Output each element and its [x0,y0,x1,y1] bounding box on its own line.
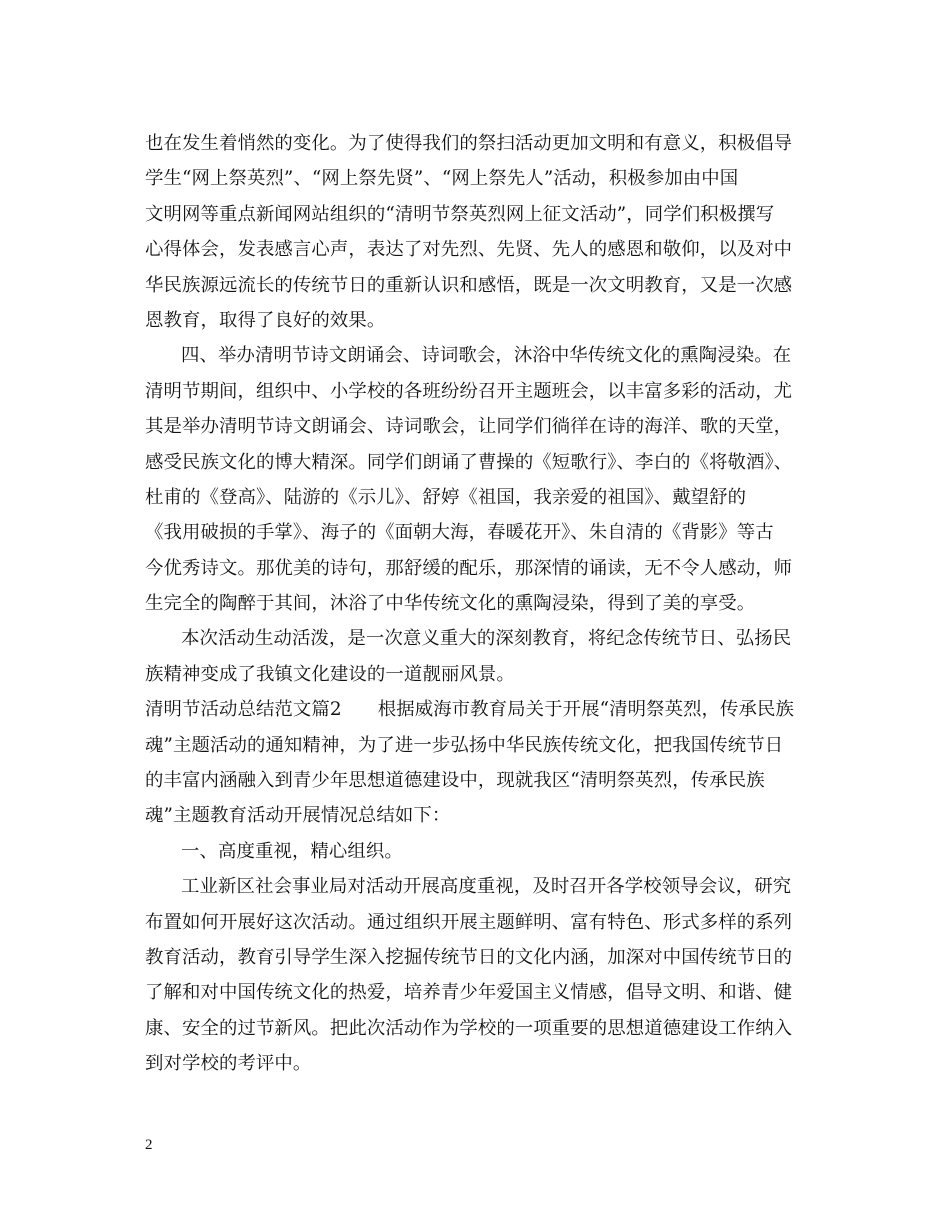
paragraph-start-line: 四、举办清明节诗文朗诵会、诗词歌会，沐浴中华传统文化的熏陶浸染。在 [181,345,792,367]
section-heading-line [145,692,815,727]
text-line: 布置如何开展好这次活动。通过组织开展主题鲜明、富有特色、形式多样的系列 [145,911,793,933]
text-line: 今优秀诗文。那优美的诗句，那舒缓的配乐，那深情的诵读，无不令人感动，师 [145,557,793,579]
text-line: 魂”主题活动的通知精神，为了进一步弘扬中华民族传统文化，把我国传统节日 [145,734,784,756]
text-line: 魂”主题教育活动开展情况总结如下： [145,805,451,827]
text-line: 族精神变成了我镇文化建设的一道靓丽风景。 [145,663,515,685]
page-number: 2 [145,1137,153,1153]
subheading-line: 一、高度重视，精心组织。 [181,840,403,862]
document-body [145,126,815,1082]
section-heading: 清明节活动总结范文篇2 [145,699,342,721]
text-line: 了解和对中国传统文化的热爱，培养青少年爱国主义情感，倡导文明、和谐、健 [145,982,793,1004]
text-line: 恩教育，取得了良好的效果。 [145,309,386,331]
text-line: 华民族源远流长的传统节日的重新认识和感悟，既是一次文明教育，又是一次感 [145,274,793,296]
text-line: 清明节期间，组织中、小学校的各班纷纷召开主题班会，以丰富多彩的活动，尤 [145,380,793,402]
text-line: 学生“网上祭英烈”、“网上祭先贤”、“网上祭先人”活动，积极参加由中国 [145,168,739,190]
paragraph-start-line: 工业新区社会事业局对活动开展高度重视，及时召开各学校领导会议，研究 [181,876,792,898]
section-intro-text: 根据威海市教育局关于开展“清明祭英烈，传承民族 [377,699,795,721]
text-line: 杜甫的《登高》、陆游的《示儿》、舒婷《祖国，我亲爱的祖国》、戴望舒的 [145,486,747,508]
text-line: 也在发生着悄然的变化。为了使得我们的祭扫活动更加文明和有意义，积极倡导 [145,133,793,154]
text-line: 心得体会，发表感言心声，表达了对先烈、先贤、先人的感恩和敬仰，以及对中 [145,239,793,261]
text-line: 到对学校的考评中。 [145,1053,312,1075]
text-line: 生完全的陶醉于其间，沐浴了中华传统文化的熏陶浸染，得到了美的享受。 [145,593,756,615]
text-line: 教育活动，教育引导学生深入挖掘传统节日的文化内涵，加深对中国传统节日的 [145,946,793,968]
text-line: 康、安全的过节新风。把此次活动作为学校的一项重要的思想道德建设工作纳入 [145,1017,793,1039]
text-line: 《我用破损的手掌》、海子的《面朝大海，春暖花开》、朱自清的《背影》等古 [145,522,774,544]
text-line: 的丰富内涵融入到青少年思想道德建设中，现就我区“清明祭英烈，传承民族 [145,770,765,792]
text-line: 感受民族文化的博大精深。同学们朗诵了曹操的《短歌行》、李白的《将敬酒》、 [145,451,793,473]
text-line: 其是举办清明节诗文朗诵会、诗词歌会，让同学们徜徉在诗的海洋、歌的天堂， [145,416,793,438]
paragraph-start-line: 本次活动生动活泼，是一次意义重大的深刻教育，将纪念传统节日、弘扬民 [181,628,792,650]
text-line: 文明网等重点新闻网站组织的“清明节祭英烈网上征文活动”，同学们积极撰写 [145,203,775,225]
